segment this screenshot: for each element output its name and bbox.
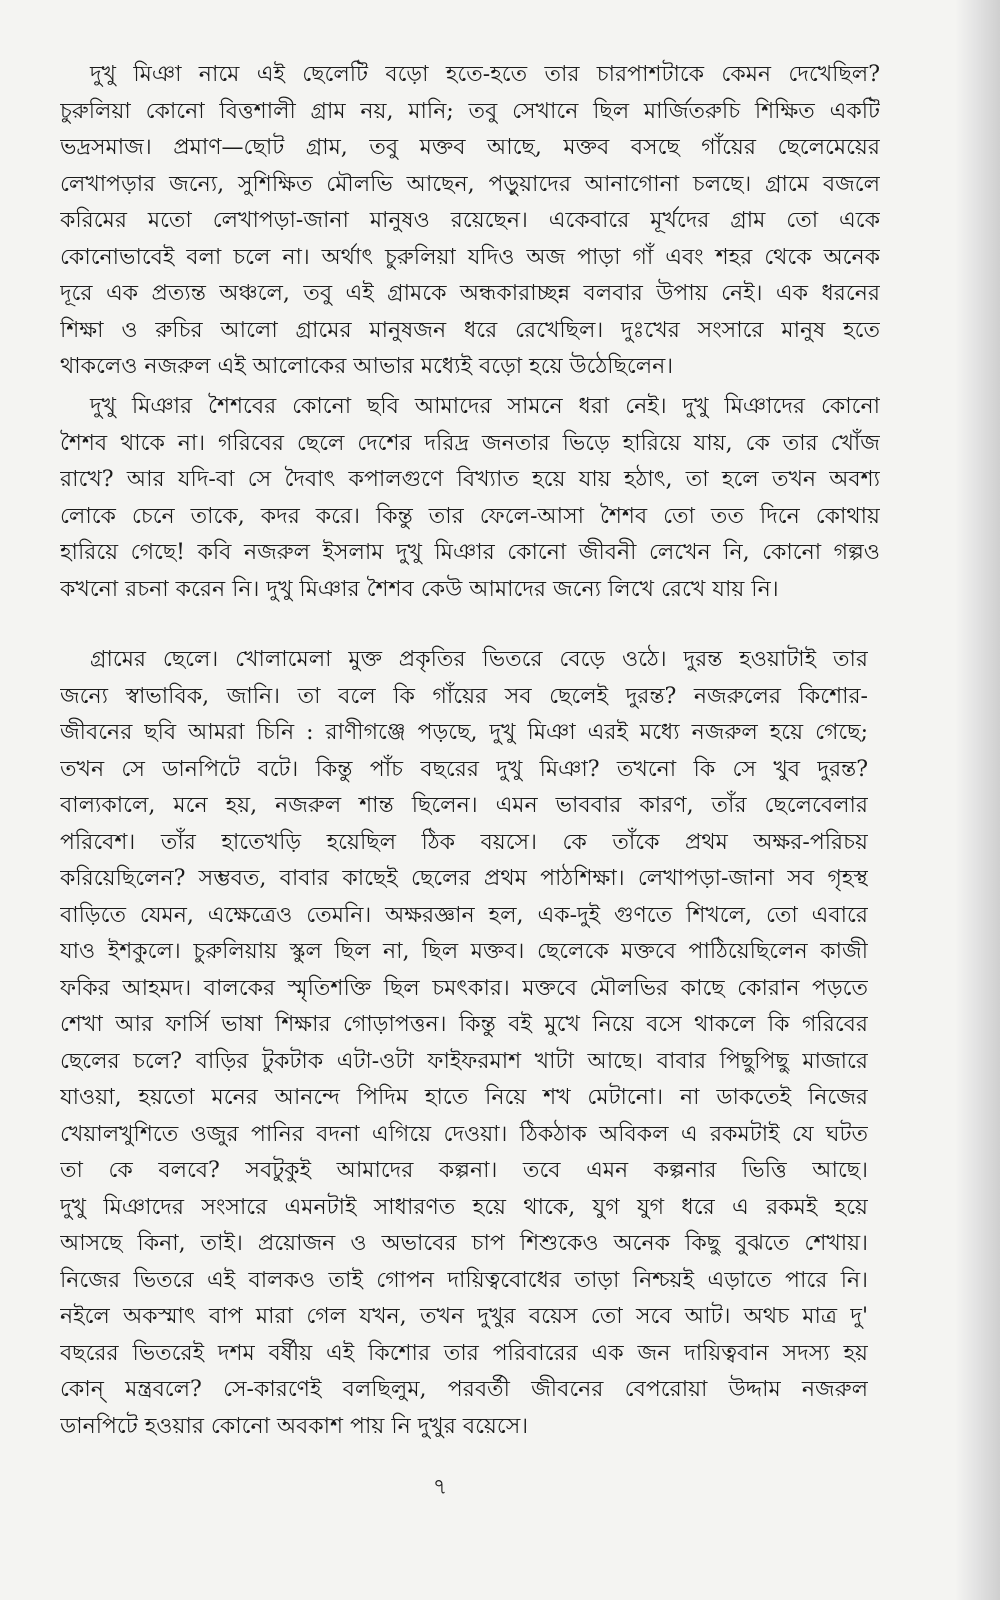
text-line: চুরুলিয়া কোনো বিত্তশালী গ্রাম নয়, মানি; তবু সেখানে ছিল মার্জিতরুচি শিক্ষিত একটি <box>60 98 880 124</box>
text-line: দুখু মিঞার শৈশবের কোনো ছবি আমাদের সামনে ধরা নেই। দুখু মিঞাদের কোনো <box>90 394 880 419</box>
text-line: করিমের মতো লেখাপড়া-জানা মানুষও রয়েছেন। একেবারে মূর্খদের গ্রাম তো একে <box>60 208 880 233</box>
text-line: ফকির আহমদ। বালকের স্মৃতিশক্তি ছিল চমৎকার। মক্তবে মৌলভির কাছে কোরান পড়তে <box>60 975 868 1001</box>
text-line: কখনো রচনা করেন নি। দুখু মিঞার শৈশব কেউ আমাদের জন্যে লিখে রেখে যায় নি। <box>60 576 779 602</box>
page-edge-shadow <box>955 0 1000 1600</box>
text-line: লোকে চেনে তাকে, কদর করে। কিন্তু তার ফেলে-আসা শৈশব তো তত দিনে কোথায় <box>60 503 880 529</box>
text-line: জন্যে স্বাভাবিক, জানি। তা বলে কি গাঁয়ের সব ছেলেই দুরন্ত? নজরুলের কিশোর- <box>60 683 868 709</box>
text-line: নিজের ভিতরে এই বালকও তাই গোপন দায়িত্ববোধের তাড়া নিশ্চয়ই এড়াতে পারে নি। <box>60 1267 868 1293</box>
text-line: বাড়িতে যেমন, এক্ষেত্রেও তেমনি। অক্ষরজ্ঞান হল, এক-দুই গুণতে শিখলে, তো এবারে <box>60 902 868 928</box>
text-line: যাও ইশকুলে। চুরুলিয়ায় স্কুল ছিল না, ছিল মক্তব। ছেলেকে মক্তবে পাঠিয়েছিলেন কাজী <box>60 939 868 964</box>
text-line: পরিবেশ। তাঁর হাতেখড়ি হয়েছিল ঠিক বয়সে। কে তাঁকে প্রথম অক্ষর-পরিচয় <box>60 829 868 855</box>
text-line: নইলে অকস্মাৎ বাপ মারা গেল যখন, তখন দুখুর বয়েস তো সবে আট। অথচ মাত্র দু' <box>60 1304 868 1329</box>
paragraph-3 <box>60 642 868 1445</box>
text-line: দুখু মিঞা নামে এই ছেলেটি বড়ো হতে-হতে তার চারপাশটাকে কেমন দেখেছিল? <box>90 62 880 87</box>
text-line: খেয়ালখুশিতে ওজুর পানির বদনা এগিয়ে দেওয়া। ঠিকঠাক অবিকল এ রকমটাই যে ঘটত <box>60 1121 868 1147</box>
text-line: বাল্যকালে, মনে হয়, নজরুল শান্ত ছিলেন। এমন ভাববার কারণ, তাঁর ছেলেবেলার <box>60 793 868 818</box>
text-line: কোন্ মন্ত্রবলে? সে-কারণেই বলছিলুম, পরবর্তী জীবনের বেপরোয়া উদ্দাম নজরুল <box>60 1377 868 1402</box>
text-line: করিয়েছিলেন? সম্ভবত, বাবার কাছেই ছেলের প্রথম পাঠশিক্ষা। লেখাপড়া-জানা সব গৃহস্থ <box>60 866 868 891</box>
text-line: ভদ্রসমাজ। প্রমাণ—ছোট গ্রাম, তবু মক্তব আছে, মক্তব বসছে গাঁয়ের ছেলেমেয়ের <box>60 135 880 160</box>
text-line: তখন সে ডানপিটে বটে। কিন্তু পাঁচ বছরের দুখু মিঞা? তখনো কি সে খুব দুরন্ত? <box>60 756 868 782</box>
paragraph-1 <box>60 57 880 386</box>
text-line: হারিয়ে গেছে! কবি নজরুল ইসলাম দুখু মিঞার কোনো জীবনী লেখেন নি, কোনো গল্পও <box>60 540 880 565</box>
text-line: তা কে বলবে? সবটুকুই আমাদের কল্পনা। তবে এমন কল্পনার ভিত্তি আছে। <box>60 1158 868 1183</box>
text-line: লেখাপড়ার জন্যে, সুশিক্ষিত মৌলভি আছেন, পড়ুয়াদের আনাগোনা চলছে। গ্রামে বজলে <box>60 171 880 197</box>
text-line: দূরে এক প্রত্যন্ত অঞ্চলে, তবু এই গ্রামকে অন্ধকারাচ্ছন্ন বলবার উপায় নেই। এক ধরনের <box>60 281 880 306</box>
paragraph-2 <box>60 389 880 608</box>
text-line: শেখা আর ফার্সি ভাষা শিক্ষার গোড়াপত্তন। কিন্তু বই মুখে নিয়ে বসে থাকলে কি গরিবের <box>60 1012 868 1037</box>
text-line: থাকলেও নজরুল এই আলোকের আভার মধ্যেই বড়ো হয়ে উঠেছিলেন। <box>60 354 674 379</box>
text-line: শিক্ষা ও রুচির আলো গ্রামের মানুষজন ধরে রেখেছিল। দুঃখের সংসারে মানুষ হতে <box>60 317 880 343</box>
page-number: ৭ <box>432 1475 448 1500</box>
text-line: ডানপিটে হওয়ার কোনো অবকাশ পায় নি দুখুর বয়েসে। <box>60 1413 529 1439</box>
text-line: গ্রামের ছেলে। খোলামেলা মুক্ত প্রকৃতির ভিতরে বেড়ে ওঠে। দুরন্ত হওয়াটাই তার <box>90 647 868 672</box>
text-line: ছেলের চলে? বাড়ির টুকটাক এটা-ওটা ফাইফরমাশ খাটা আছে। বাবার পিছুপিছু মাজারে <box>60 1048 868 1074</box>
text-line: আসছে কিনা, তাই। প্রয়োজন ও অভাবের চাপ শিশুকেও অনেক কিছু বুঝতে শেখায়। <box>60 1231 868 1256</box>
text-line: কোনোভাবেই বলা চলে না। অর্থাৎ চুরুলিয়া যদিও অজ পাড়া গাঁ এবং শহর থেকে অনেক <box>60 244 880 270</box>
text-line: বছরের ভিতরেই দশম বর্ষীয় এই কিশোর তার পরিবারের এক জন দায়িত্ববান সদস্য হয় <box>60 1340 868 1366</box>
text-line: রাখে? আর যদি-বা সে দৈবাৎ কপালগুণে বিখ্যাত হয়ে যায় হঠাৎ, তা হলে তখন অবশ্য <box>60 467 880 492</box>
text-line: জীবনের ছবি আমরা চিনি : রাণীগঞ্জে পড়ছে, দুখু মিঞা এরই মধ্যে নজরুল হয়ে গেছে; <box>60 720 868 745</box>
text-line: যাওয়া, হয়তো মনের আনন্দে পিদিম হাতে নিয়ে শখ মেটানো। না ডাকতেই নিজের <box>60 1085 868 1110</box>
text-line: শৈশব থাকে না। গরিবের ছেলে দেশের দরিদ্র জনতার ভিড়ে হারিয়ে যায়, কে তার খোঁজ <box>60 430 880 456</box>
text-line: দুখু মিঞাদের সংসারে এমনটাই সাধারণত হয়ে থাকে, যুগ যুগ ধরে এ রকমই হয়ে <box>60 1194 868 1220</box>
